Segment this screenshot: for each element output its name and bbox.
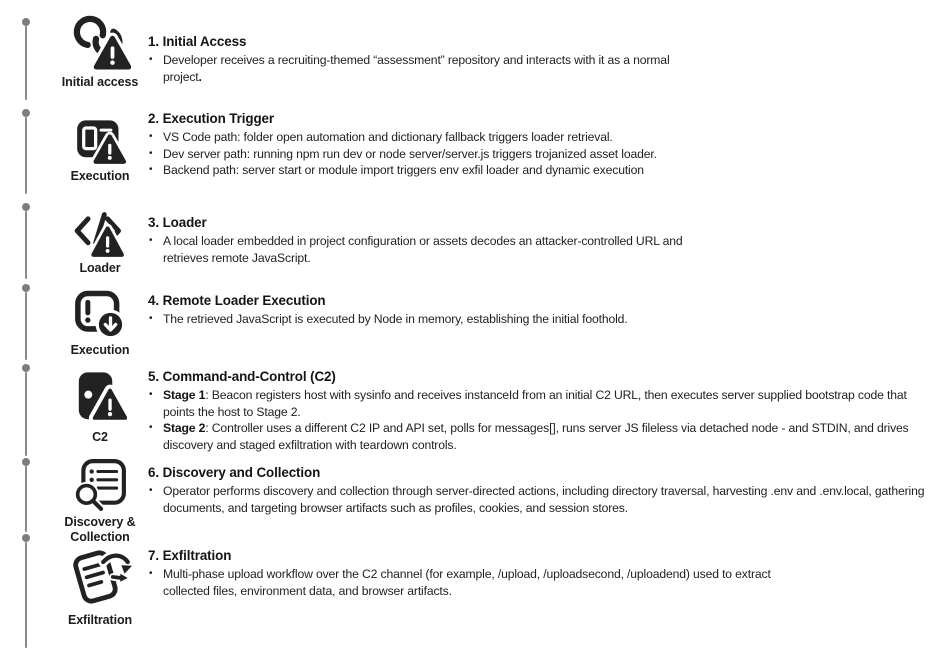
bullet-marker: • (149, 54, 153, 65)
document-export-icon (64, 546, 136, 610)
bullet-text: The retrieved JavaScript is executed by Node in memory, establishing the initial foothold. (163, 312, 628, 326)
stage-exfiltration (52, 546, 148, 628)
timeline-line (25, 117, 27, 194)
stage-label: Execution (70, 169, 130, 183)
stage-label: Discovery & Collection (64, 515, 136, 544)
section-header: 3. Loader (148, 215, 207, 230)
stage-label: Execution (70, 343, 130, 357)
bullet-marker: • (149, 313, 153, 324)
bullet-marker: • (149, 485, 153, 496)
timeline-dot (22, 458, 30, 466)
bullet-text: Dev server path: running npm run dev or node server/server.js triggers trojanized asset loader. (163, 146, 657, 161)
section-header: 4. Remote Loader Execution (148, 293, 326, 308)
timeline-dot (22, 109, 30, 117)
list-item (148, 146, 888, 163)
timeline-line (25, 542, 27, 648)
stage-execution-vscode (52, 116, 148, 184)
timeline-line (25, 466, 27, 532)
stage-label: Exfiltration (67, 613, 133, 627)
timeline-dot (22, 284, 30, 292)
list-item (148, 387, 920, 420)
section-header: 5. Command-and-Control (C2) (148, 369, 336, 384)
bullet-marker: • (149, 164, 153, 175)
section-initial-access (148, 33, 708, 85)
list-item (148, 162, 888, 179)
section-exfiltration (148, 547, 808, 599)
bullet-marker: • (149, 568, 153, 579)
timeline-line (25, 292, 27, 360)
timeline-line (25, 26, 27, 100)
section-loader (148, 214, 704, 266)
search-list-icon (72, 458, 128, 512)
timeline-dot (22, 18, 30, 26)
bullet-text: Multi-phase upload workflow over the C2 channel (for example, /upload, /uploadsecond, /uploadend) used to extract collected files, environment data, and browser artifacts. (163, 567, 771, 598)
stage-label: C2 (92, 430, 108, 444)
bullet-marker: • (149, 422, 153, 433)
bullet-text: Backend path: server start or module import triggers env exfil loader and dynamic execution (163, 163, 644, 177)
app-window-warning-icon (73, 116, 127, 166)
section-header: 1. Initial Access (148, 34, 247, 49)
list-item (148, 311, 653, 328)
bullet-marker: • (149, 147, 153, 159)
bullet-marker: • (149, 235, 153, 246)
list-item (148, 129, 888, 146)
list-item (148, 566, 808, 599)
section-header: 2. Execution Trigger (148, 111, 274, 126)
list-item (148, 233, 704, 266)
bullet-text: VS Code path: folder open automation and dictionary fallback triggers loader retrieval. (163, 130, 613, 144)
timeline-line (25, 211, 27, 279)
section-header: 7. Exfiltration (148, 548, 232, 563)
link-warning-icon (69, 12, 131, 72)
section-command-and-control (148, 368, 920, 453)
timeline-dot (22, 364, 30, 372)
stage-label: Loader (79, 261, 121, 275)
section-discovery-and-collection (148, 464, 932, 516)
bullet-text: Stage 1: Beacon registers host with sysinfo and receives instanceId from an initial C2 URL, then executes server supplied bootstrap code that points the host to Stage 2. (163, 388, 907, 419)
stage-loader (52, 208, 148, 276)
code-warning-icon (72, 208, 128, 258)
section-execution-trigger (148, 110, 888, 179)
list-item (148, 52, 708, 85)
app-download-warning-icon (72, 288, 128, 340)
bullet-text: Stage 2: Controller uses a different C2 IP and API set, polls for messages[], runs server JS fileless via detached node - and STDIN, and drives discovery and staged exfiltration with teardown controls. (163, 421, 909, 452)
stage-label: Initial access (61, 75, 139, 89)
server-warning-icon (73, 369, 127, 427)
list-item (148, 420, 920, 453)
bullet-text: Developer receives a recruiting-themed “assessment” repository and interacts with it as a normal project. (163, 53, 670, 84)
stage-discovery-collection (52, 458, 148, 545)
timeline-line (25, 372, 27, 456)
stage-execution-remote (52, 288, 148, 358)
bullet-marker: • (149, 389, 153, 400)
list-item (148, 483, 932, 516)
bullet-marker: • (149, 131, 153, 142)
stage-initial-access (52, 12, 148, 90)
section-remote-loader-execution (148, 292, 653, 328)
timeline-dot (22, 534, 30, 542)
bullet-text: A local loader embedded in project configuration or assets decodes an attacker-controlled URL and retrieves remote JavaScript. (163, 234, 683, 265)
stage-c2 (52, 369, 148, 445)
section-header: 6. Discovery and Collection (148, 465, 321, 480)
bullet-text: Operator performs discovery and collection through server-directed actions, including directory traversal, harvesting .env and .env.local, gathering documents, and targeting browser artifacts such as profiles, cookies, and session stores. (163, 484, 925, 515)
timeline-dot (22, 203, 30, 211)
